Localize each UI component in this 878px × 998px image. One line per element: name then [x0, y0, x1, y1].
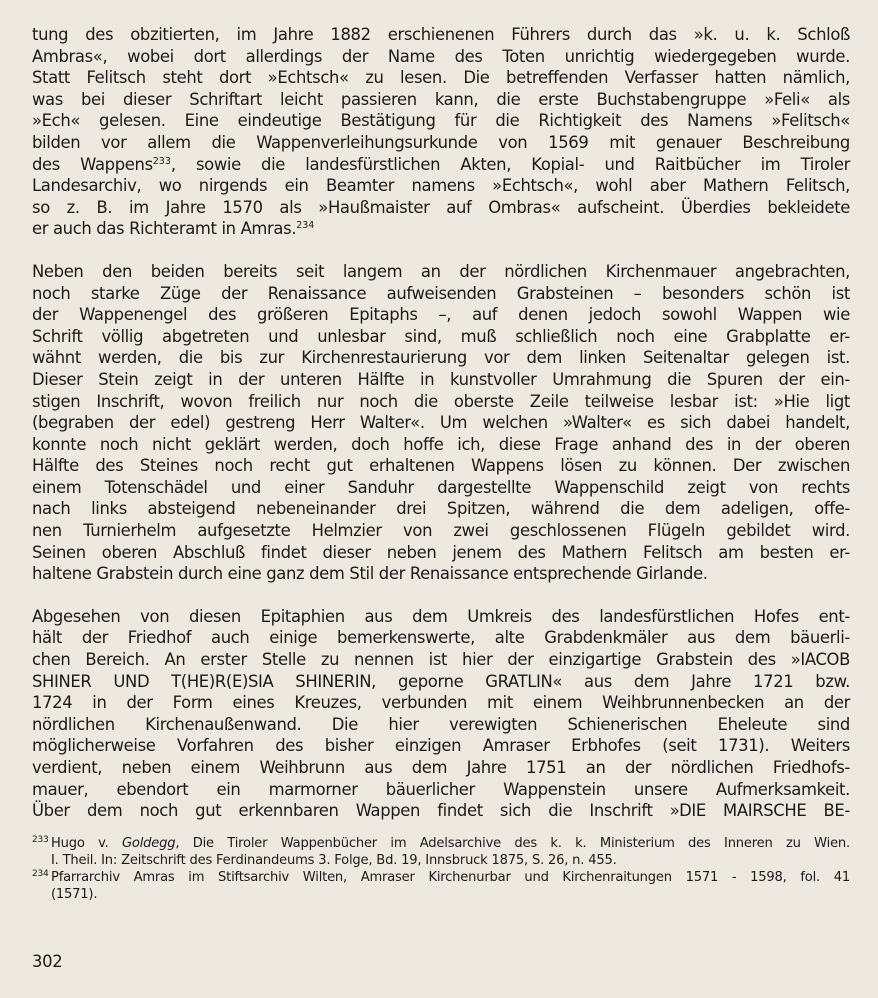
text-segment: , sowie die landesfürstlichen Akten, Kopial- und Raitbücher im Tiroler [170, 154, 850, 174]
footnote-ref-234: 234 [296, 220, 315, 232]
text-line: stigen Inschrift, wovon freilich nur noch die oberste Zeile teilweise lesbar ist: »Hie ligt [32, 391, 850, 411]
text-line: verdient, neben einem Weihbrunn aus dem Jahre 1751 an der nördlichen Friedhofs- [32, 758, 850, 777]
text-line: noch starke Züge der Renaissance aufweisenden Grabsteinen – besonders schön ist [32, 283, 850, 303]
text-line: Dieser Stein zeigt in der unteren Hälfte in kunstvoller Umrahmung die Spuren der ein- [32, 369, 850, 389]
footnotes [32, 835, 850, 903]
text-line: 1724 in der Form eines Kreuzes, verbunden mit einem Weihbrunnenbecken an der [32, 693, 850, 713]
text-line [32, 218, 850, 240]
text-line: (begraben der edel) gestreng Herr Walter«. Um welchen »Walter« es sich dabei handelt, [32, 413, 850, 433]
footnote-line: (1571). [51, 886, 98, 902]
text-line: bilden vor allem die Wappenverleihungsurkunde von 1569 mit genauer Beschreibung [32, 132, 850, 152]
footnote-233 [32, 835, 850, 869]
text-line: Hälfte des Steines noch recht gut erhaltenen Wappens lösen zu können. Der zwischen [32, 456, 850, 476]
footnote-234 [32, 869, 850, 903]
text-line: Seinen oberen Abschluß findet dieser neben jenem des Mathern Felitsch am besten er- [32, 542, 850, 562]
text-line: haltene Grabstein durch eine ganz dem Stil der Renaissance entsprechende Girlande. [32, 564, 708, 584]
paragraph-spacer [32, 585, 850, 606]
text-segment: Hugo v. [51, 835, 122, 851]
footnote-line: I. Theil. In: Zeitschrift des Ferdinandeums 3. Folge, Bd. 19, Innsbruck 1875, S. 26, n. 455. [51, 852, 617, 868]
text-line: nördlichen Kirchenaußenwand. Die hier verewigten Schienerischen Eheleute sind [32, 714, 850, 734]
text-line: Abgesehen von diesen Epitaphien aus dem Umkreis des landesfürstlichen Hofes ent- [32, 606, 850, 626]
paragraph-3 [32, 606, 850, 822]
footnote-line: Pfarrarchiv Amras im Stiftsarchiv Wilten, Amraser Kirchenurbar und Kirchenraitungen 1571 - 1598, fol. 41 [51, 869, 850, 885]
text-line: der Wappenengel des größeren Epitaphs –, auf denen jedoch sowohl Wappen wie [32, 305, 850, 325]
text-line: konnte noch nicht geklärt werden, doch hoffe ich, diese Frage anhand des in der oberen [32, 434, 850, 454]
text-line: Neben den beiden bereits seit langem an der nördlichen Kirchenmauer angebrachten, [32, 261, 850, 281]
text-line: »Ech« gelesen. Eine eindeutige Bestätigung für die Richtigkeit des Namens »Felitsch« [32, 111, 850, 131]
text-line: tung des obzitierten, im Jahre 1882 erschienenen Führers durch das »k. u. k. Schloß [32, 25, 850, 44]
text-line: SHINER UND T(HE)R(E)SIA SHINERIN, geporne GRATLIN« aus dem Jahre 1721 bzw. [32, 671, 850, 691]
text-line: nach links absteigend nebeneinander drei Spitzen, während die dem adeligen, offe- [32, 499, 850, 519]
author-name: Goldegg [121, 835, 176, 851]
text-segment: , Die Tiroler Wappenbücher im Adelsarchive des k. k. Ministerium des Inneren zu Wien. [175, 835, 850, 851]
paragraph-1 [32, 24, 850, 240]
text-segment: des Wappens [32, 154, 153, 174]
footnote-number: 234 [32, 868, 49, 879]
footnote-ref-233: 233 [152, 155, 171, 167]
text-line: einem Totenschädel und einer Sanduhr dargestellte Wappenschild zeigt von rechts [32, 477, 850, 497]
text-line: wähnt werden, die bis zur Kirchenrestaurierung vor dem linken Seitenaltar gelegen ist. [32, 348, 850, 368]
page-number: 302 [32, 952, 63, 971]
footnote-number: 233 [32, 834, 49, 845]
text-line: hält der Friedhof auch einige bemerkenswerte, alte Grabdenkmäler aus dem bäuerli- [32, 628, 850, 648]
text-line: so z. B. im Jahre 1570 als »Haußmaister auf Ombras« aufscheint. Überdies bekleidete [32, 197, 850, 217]
main-text [32, 24, 850, 822]
text-line: mauer, ebendort ein marmorner bäuerlicher Wappenstein unsere Aufmerksamkeit. [32, 779, 850, 799]
text-line: Ambras«, wobei dort allerdings der Name des Toten unrichtig wiedergegeben wurde. [32, 46, 850, 66]
text-line: nen Turnierhelm aufgesetzte Helmzier von zwei geschlossenen Flügeln gebildet wird. [32, 521, 850, 541]
text-line: Statt Felitsch steht dort »Echtsch« zu lesen. Die betreffenden Verfasser hatten nämlich, [32, 68, 850, 88]
paragraph-2 [32, 261, 850, 585]
text-line: chen Bereich. An erster Stelle zu nennen ist hier der einzigartige Grabstein des »IACOB [32, 650, 850, 670]
paragraph-spacer [32, 240, 850, 261]
text-segment: er auch das Richteramt in Amras. [32, 219, 297, 239]
book-page [32, 24, 850, 903]
text-line: Schrift völlig abgetreten und unlesbar sind, muß schließlich noch eine Grabplatte er- [32, 326, 850, 346]
footnote-line [51, 835, 850, 852]
text-line: möglicherweise Vorfahren des bisher einzigen Amraser Erbhofes (seit 1731). Weiters [32, 736, 850, 756]
text-line: was bei dieser Schriftart leicht passieren kann, die erste Buchstabengruppe »Feli« als [32, 89, 850, 109]
text-line [32, 154, 850, 176]
text-line: Über dem noch gut erkennbaren Wappen findet sich die Inschrift »DIE MAIRSCHE BE- [32, 801, 850, 821]
text-line: Landesarchiv, wo nirgends ein Beamter namens »Echtsch«, wohl aber Mathern Felitsch, [32, 176, 850, 196]
